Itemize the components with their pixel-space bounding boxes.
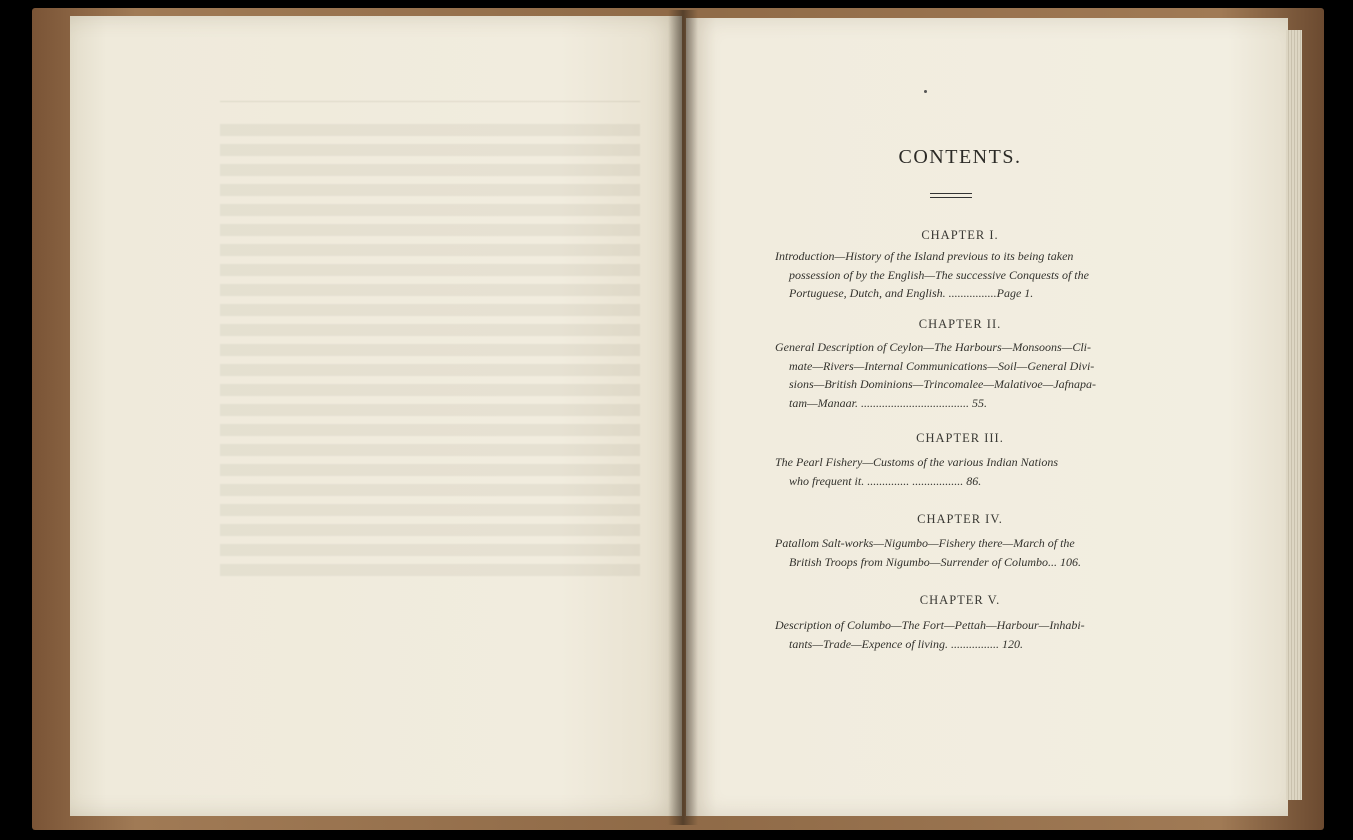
chapter-summary — [775, 534, 1160, 571]
page-edges — [1286, 30, 1302, 800]
summary-line: Portuguese, Dutch, and English. ................Page 1. — [789, 286, 1034, 300]
heading-rule — [930, 197, 972, 198]
chapter-summary — [775, 247, 1160, 303]
chapter-title: CHAPTER II. — [918, 317, 1002, 331]
chapter-title: CHAPTER I. — [921, 228, 999, 242]
chapter-title: CHAPTER V. — [919, 593, 1001, 607]
summary-line: sions—British Dominions—Trincomalee—Malativoe—Jafnapa- — [789, 377, 1096, 391]
summary-line: The Pearl Fishery—Customs of the various Indian Nations — [775, 455, 1058, 469]
contents-heading: CONTENTS. — [898, 146, 1022, 168]
chapter-title: CHAPTER III. — [916, 431, 1004, 445]
summary-line: General Description of Ceylon—The Harbours—Monsoons—Cli- — [775, 340, 1091, 354]
summary-line: tants—Trade—Expence of living. ................ 120. — [789, 636, 1023, 651]
book-spine — [668, 10, 698, 825]
heading-rule — [930, 193, 972, 194]
chapter-summary — [775, 616, 1160, 653]
left-page-show-through — [220, 95, 640, 584]
ink-speck — [924, 90, 927, 93]
chapter-summary — [775, 453, 1160, 490]
summary-line: who frequent it. .............. ................. 86. — [789, 473, 982, 488]
chapter-summary — [775, 338, 1160, 412]
summary-line: possession of by the English—The successive Conquests of the — [789, 267, 1089, 282]
summary-line: mate—Rivers—Internal Communications—Soil—General Divi- — [789, 358, 1095, 373]
summary-line: tam—Manaar. .................................... 55. — [789, 395, 988, 410]
summary-line: Patallom Salt-works—Nigumbo—Fishery there—March of the — [775, 536, 1075, 550]
chapter-title: CHAPTER IV. — [917, 512, 1003, 526]
summary-line: Introduction—History of the Island previous to its being taken — [775, 249, 1074, 263]
summary-line: British Troops from Nigumbo—Surrender of Columbo... 106. — [789, 554, 1082, 569]
summary-line: Description of Columbo—The Fort—Pettah—Harbour—Inhabi- — [775, 618, 1085, 632]
right-page — [686, 18, 1288, 816]
